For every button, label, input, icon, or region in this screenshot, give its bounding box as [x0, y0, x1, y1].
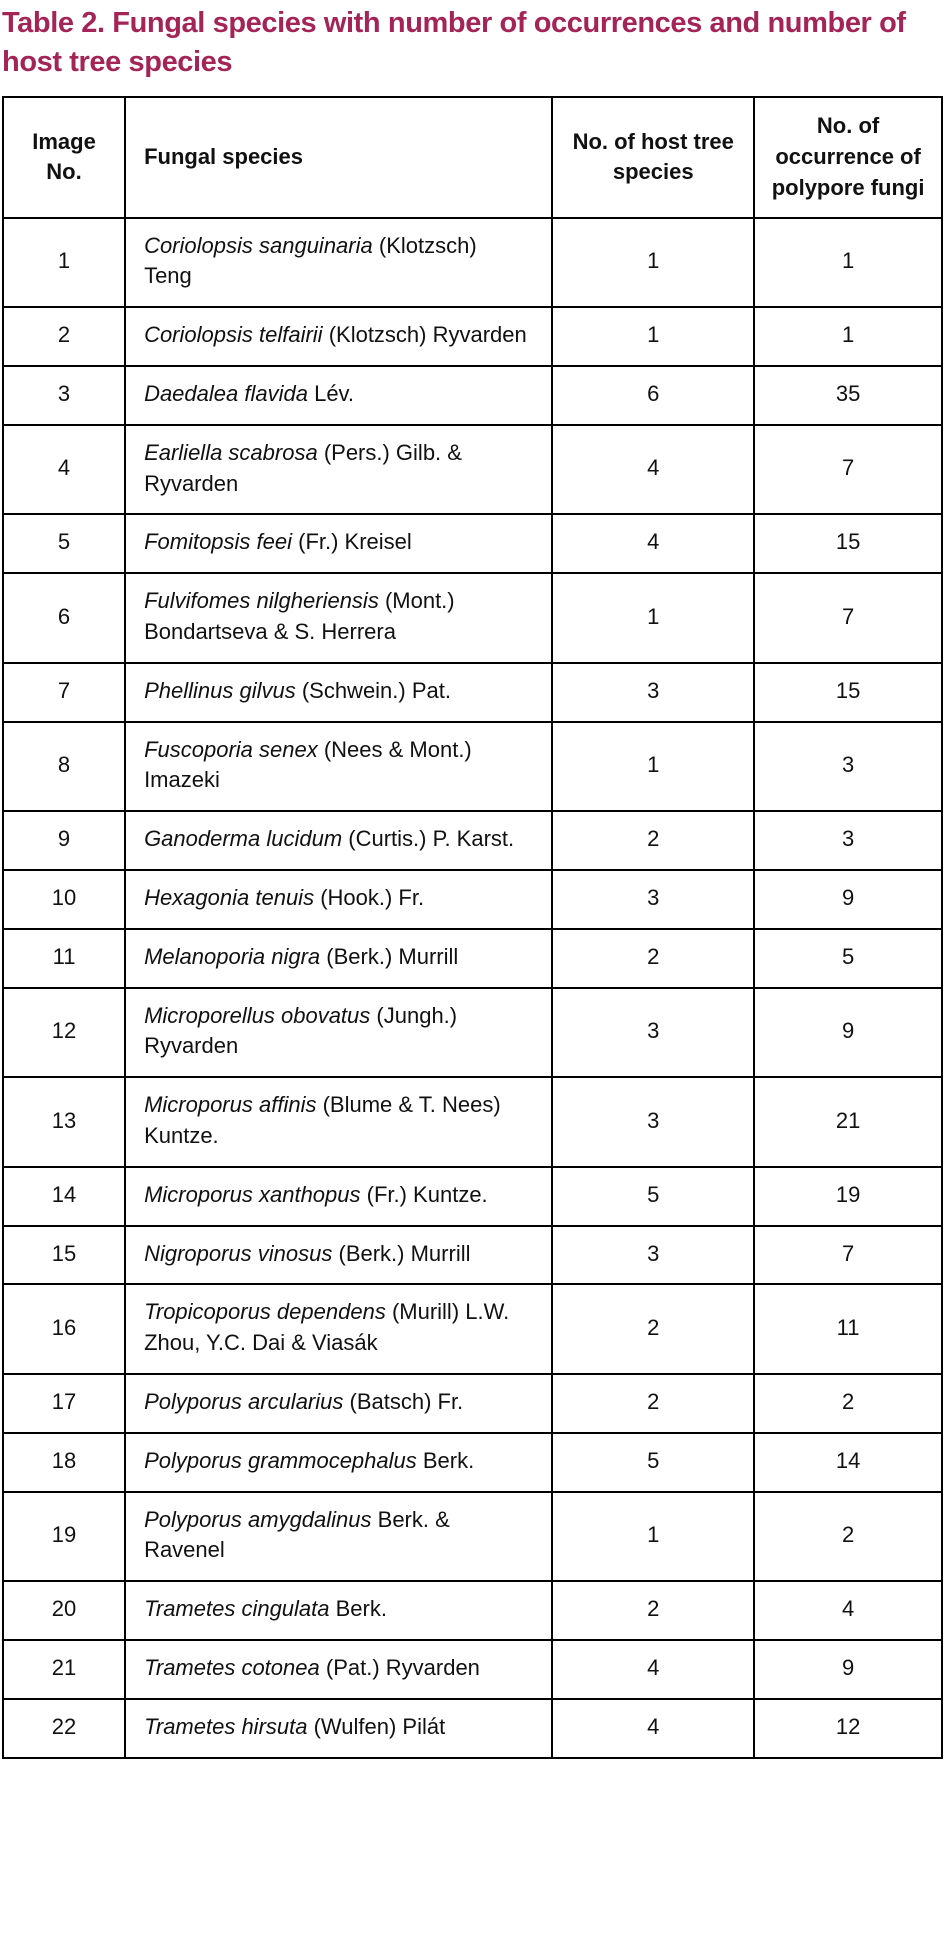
species-cell: Polyporus amygdalinus Berk. & Ravenel [125, 1492, 552, 1582]
table-row [3, 425, 942, 515]
host-tree-count-cell: 4 [552, 514, 754, 573]
species-name: Fomitopsis feei [144, 529, 293, 555]
occurrence-count-cell: 11 [754, 1284, 942, 1374]
table-row [3, 1284, 942, 1374]
host-tree-count-cell: 3 [552, 1077, 754, 1167]
image-no-cell: 3 [3, 366, 125, 425]
occurrence-count-cell: 7 [754, 425, 942, 515]
image-no-cell: 16 [3, 1284, 125, 1374]
species-cell: Fomitopsis feei (Fr.) Kreisel [125, 514, 552, 573]
image-no-cell: 20 [3, 1581, 125, 1640]
image-no-cell: 2 [3, 307, 125, 366]
host-tree-count-cell: 6 [552, 366, 754, 425]
species-cell: Trametes cingulata Berk. [125, 1581, 552, 1640]
species-name: Polyporus grammocephalus [144, 1447, 417, 1473]
species-cell: Coriolopsis sanguinaria (Klotzsch) Teng [125, 218, 552, 308]
species-name: Polyporus amygdalinus [144, 1506, 372, 1532]
host-tree-count-cell: 1 [552, 573, 754, 663]
header-image-no: Image No. [3, 97, 125, 217]
occurrence-count-cell: 2 [754, 1374, 942, 1433]
species-cell: Earliella scabrosa (Pers.) Gilb. & Ryvarden [125, 425, 552, 515]
species-name: Fuscoporia senex [144, 736, 318, 762]
species-name: Trametes hirsuta [144, 1713, 308, 1739]
table-row [3, 870, 942, 929]
species-cell: Microporus xanthopus (Fr.) Kuntze. [125, 1167, 552, 1226]
table-row [3, 573, 942, 663]
host-tree-count-cell: 2 [552, 1374, 754, 1433]
image-no-cell: 6 [3, 573, 125, 663]
species-cell: Polyporus arcularius (Batsch) Fr. [125, 1374, 552, 1433]
species-name: Fulvifomes nilgheriensis [144, 588, 379, 614]
image-no-cell: 5 [3, 514, 125, 573]
image-no-cell: 4 [3, 425, 125, 515]
table-row [3, 1581, 942, 1640]
host-tree-count-cell: 4 [552, 1699, 754, 1758]
occurrence-count-cell: 1 [754, 307, 942, 366]
occurrence-count-cell: 5 [754, 929, 942, 988]
image-no-cell: 11 [3, 929, 125, 988]
species-cell: Microporellus obovatus (Jungh.) Ryvarden [125, 988, 552, 1078]
species-name: Daedalea flavida [144, 381, 308, 407]
table-row [3, 514, 942, 573]
species-name: Trametes cingulata [144, 1596, 330, 1622]
table-row [3, 1374, 942, 1433]
occurrence-count-cell: 7 [754, 1226, 942, 1285]
image-no-cell: 1 [3, 218, 125, 308]
species-name: Coriolopsis sanguinaria [144, 232, 373, 258]
occurrence-count-cell: 35 [754, 366, 942, 425]
header-occurrence: No. of occurrence of polypore fungi [754, 97, 942, 217]
host-tree-count-cell: 5 [552, 1433, 754, 1492]
table-row [3, 1492, 942, 1582]
occurrence-count-cell: 15 [754, 663, 942, 722]
occurrence-count-cell: 19 [754, 1167, 942, 1226]
species-name: Phellinus gilvus [144, 677, 296, 703]
species-name: Coriolopsis telfairii [144, 322, 323, 348]
image-no-cell: 12 [3, 988, 125, 1078]
image-no-cell: 8 [3, 722, 125, 812]
table-row [3, 218, 942, 308]
table-row [3, 307, 942, 366]
fungal-species-table [2, 96, 943, 1758]
occurrence-count-cell: 1 [754, 218, 942, 308]
host-tree-count-cell: 5 [552, 1167, 754, 1226]
image-no-cell: 15 [3, 1226, 125, 1285]
occurrence-count-cell: 15 [754, 514, 942, 573]
header-row [3, 97, 942, 217]
occurrence-count-cell: 3 [754, 811, 942, 870]
species-cell: Tropicoporus dependens (Murill) L.W. Zhou, Y.C. Dai & Viasák [125, 1284, 552, 1374]
occurrence-count-cell: 4 [754, 1581, 942, 1640]
table-body [3, 218, 942, 1758]
table-row [3, 1077, 942, 1167]
species-cell: Trametes hirsuta (Wulfen) Pilát [125, 1699, 552, 1758]
table-row [3, 1699, 942, 1758]
table-row [3, 929, 942, 988]
species-cell: Ganoderma lucidum (Curtis.) P. Karst. [125, 811, 552, 870]
table-row [3, 988, 942, 1078]
image-no-cell: 9 [3, 811, 125, 870]
species-cell: Trametes cotonea (Pat.) Ryvarden [125, 1640, 552, 1699]
occurrence-count-cell: 12 [754, 1699, 942, 1758]
species-name: Microporus affinis [144, 1092, 317, 1118]
host-tree-count-cell: 3 [552, 663, 754, 722]
table-row [3, 722, 942, 812]
species-name: Earliella scabrosa [144, 439, 318, 465]
image-no-cell: 19 [3, 1492, 125, 1582]
table-row [3, 1433, 942, 1492]
species-name: Polyporus arcularius [144, 1389, 344, 1414]
table-row [3, 1226, 942, 1285]
host-tree-count-cell: 2 [552, 1284, 754, 1374]
species-name: Microporellus obovatus [144, 1002, 371, 1028]
header-host-tree: No. of host tree species [552, 97, 754, 217]
species-name: Trametes cotonea [144, 1654, 320, 1680]
host-tree-count-cell: 2 [552, 1581, 754, 1640]
table-row [3, 663, 942, 722]
image-no-cell: 13 [3, 1077, 125, 1167]
species-name: Nigroporus vinosus [144, 1240, 333, 1266]
image-no-cell: 17 [3, 1374, 125, 1433]
occurrence-count-cell: 2 [754, 1492, 942, 1582]
host-tree-count-cell: 4 [552, 1640, 754, 1699]
occurrence-count-cell: 14 [754, 1433, 942, 1492]
host-tree-count-cell: 3 [552, 988, 754, 1078]
table-header [3, 97, 942, 217]
species-cell: Fuscoporia senex (Nees & Mont.) Imazeki [125, 722, 552, 812]
species-cell: Coriolopsis telfairii (Klotzsch) Ryvarden [125, 307, 552, 366]
species-name: Ganoderma lucidum [144, 826, 343, 852]
table-row [3, 811, 942, 870]
species-cell: Nigroporus vinosus (Berk.) Murrill [125, 1226, 552, 1285]
species-name: Tropicoporus dependens [144, 1299, 386, 1325]
table-row [3, 1167, 942, 1226]
host-tree-count-cell: 1 [552, 722, 754, 812]
host-tree-count-cell: 2 [552, 929, 754, 988]
species-cell: Polyporus grammocephalus Berk. [125, 1433, 552, 1492]
occurrence-count-cell: 21 [754, 1077, 942, 1167]
species-cell: Phellinus gilvus (Schwein.) Pat. [125, 663, 552, 722]
table-title: Table 2. Fungal species with number of occurrences and number of host tree species [2, 7, 906, 79]
species-cell: Melanoporia nigra (Berk.) Murrill [125, 929, 552, 988]
host-tree-count-cell: 4 [552, 425, 754, 515]
table-row [3, 366, 942, 425]
species-cell: Hexagonia tenuis (Hook.) Fr. [125, 870, 552, 929]
image-no-cell: 10 [3, 870, 125, 929]
species-name: Microporus xanthopus [144, 1181, 361, 1207]
species-cell: Microporus affinis (Blume & T. Nees) Kuntze. [125, 1077, 552, 1167]
occurrence-count-cell: 9 [754, 870, 942, 929]
image-no-cell: 7 [3, 663, 125, 722]
header-fungal-species: Fungal species [125, 97, 552, 217]
occurrence-count-cell: 9 [754, 988, 942, 1078]
image-no-cell: 18 [3, 1433, 125, 1492]
image-no-cell: 22 [3, 1699, 125, 1758]
species-name: Hexagonia tenuis [144, 885, 315, 911]
image-no-cell: 21 [3, 1640, 125, 1699]
species-cell: Fulvifomes nilgheriensis (Mont.) Bondartseva & S. Herrera [125, 573, 552, 663]
species-name: Melanoporia nigra [144, 943, 321, 969]
host-tree-count-cell: 1 [552, 218, 754, 308]
host-tree-count-cell: 1 [552, 307, 754, 366]
occurrence-count-cell: 3 [754, 722, 942, 812]
host-tree-count-cell: 2 [552, 811, 754, 870]
species-cell: Daedalea flavida Lév. [125, 366, 552, 425]
host-tree-count-cell: 3 [552, 1226, 754, 1285]
occurrence-count-cell: 7 [754, 573, 942, 663]
occurrence-count-cell: 9 [754, 1640, 942, 1699]
host-tree-count-cell: 3 [552, 870, 754, 929]
table-row [3, 1640, 942, 1699]
host-tree-count-cell: 1 [552, 1492, 754, 1582]
image-no-cell: 14 [3, 1167, 125, 1226]
